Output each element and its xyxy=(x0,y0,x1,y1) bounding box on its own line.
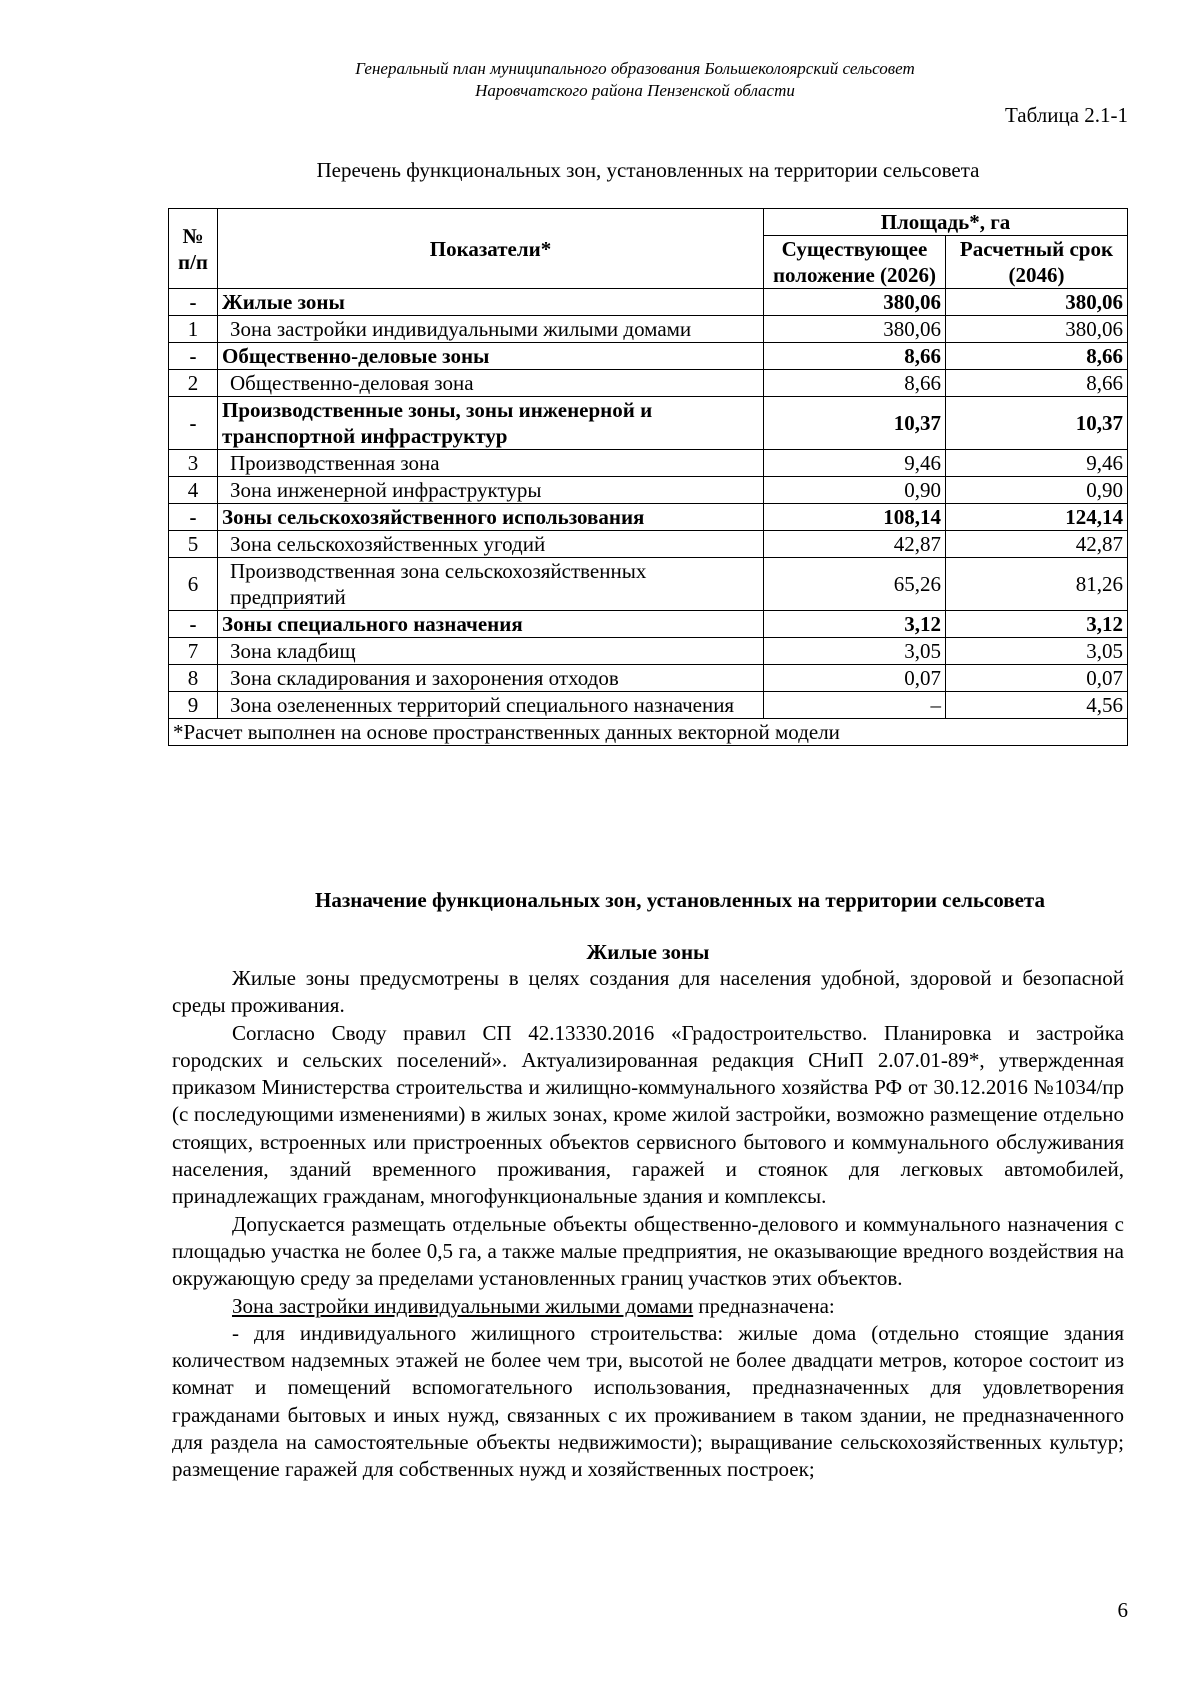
row-current: 380,06 xyxy=(764,289,946,316)
row-num: 6 xyxy=(169,558,218,611)
row-future: 3,12 xyxy=(946,611,1128,638)
row-current: 3,12 xyxy=(764,611,946,638)
header-future: Расчетный срок (2046) xyxy=(946,236,1128,289)
table-row xyxy=(169,638,1128,665)
subsection-title: Жилые зоны xyxy=(586,940,710,964)
row-current: 10,37 xyxy=(764,397,946,450)
row-future: 380,06 xyxy=(946,316,1128,343)
row-future: 10,37 xyxy=(946,397,1128,450)
header-line-2: Наровчатского района Пензенской области xyxy=(475,81,795,100)
zone-intro-rest: предназначена: xyxy=(693,1293,835,1318)
row-name: Жилые зоны xyxy=(218,289,764,316)
table-number: Таблица 2.1-1 xyxy=(1004,103,1128,127)
table-header-row xyxy=(169,209,1128,236)
row-current: – xyxy=(764,692,946,719)
row-name: Зона складирования и захоронения отходов xyxy=(218,665,764,692)
table-row xyxy=(169,531,1128,558)
row-name: Зона сельскохозяйственных угодий xyxy=(218,531,764,558)
paragraph: - для индивидуального жилищного строительства: жилые дома (отдельно стоящие здания количеством надземных этажей не более чем три, высотой не более двадцати метров, которое состоит из комнат и помещений вспомогательного использования, предназначенных для удовлетворения гражданами бытовых и иных нужд, связанных с их проживанием в таком здании, не предназначенного для раздела на самостоятельные объекты недвижимости); выращивание сельскохозяйственных культур; размещение гаражей для собственных нужд и хозяйственных построек; xyxy=(172,1320,1124,1482)
row-name: Производственная зона xyxy=(218,450,764,477)
table-row xyxy=(169,477,1128,504)
row-future: 42,87 xyxy=(946,531,1128,558)
table-row xyxy=(169,692,1128,719)
row-num: - xyxy=(169,504,218,531)
header-current: Существующее положение (2026) xyxy=(764,236,946,289)
row-future: 4,56 xyxy=(946,692,1128,719)
row-current: 8,66 xyxy=(764,370,946,397)
row-num: - xyxy=(169,397,218,450)
row-num: - xyxy=(169,289,218,316)
table-row-group xyxy=(169,397,1128,450)
table-caption: Перечень функциональных зон, установленных на территории сельсовета xyxy=(316,158,980,182)
row-future: 9,46 xyxy=(946,450,1128,477)
row-name: Зона озелененных территорий специального назначения xyxy=(218,692,764,719)
paragraph: Жилые зоны предусмотрены в целях создания для населения удобной, здоровой и безопасной среды проживания. xyxy=(172,966,1124,1018)
row-future: 380,06 xyxy=(946,289,1128,316)
row-num: 3 xyxy=(169,450,218,477)
row-future: 3,05 xyxy=(946,638,1128,665)
row-name: Производственная зона сельскохозяйственных предприятий xyxy=(218,558,764,611)
header-num: № п/п xyxy=(169,209,218,289)
row-current: 3,05 xyxy=(764,638,946,665)
table-row xyxy=(169,316,1128,343)
row-future: 0,07 xyxy=(946,665,1128,692)
row-name: Зона застройки индивидуальными жилыми домами xyxy=(218,316,764,343)
table-row-group xyxy=(169,343,1128,370)
table-row xyxy=(169,665,1128,692)
row-future: 8,66 xyxy=(946,343,1128,370)
row-name: Общественно-деловые зоны xyxy=(218,343,764,370)
header-area: Площадь*, га xyxy=(764,209,1128,236)
row-name: Зоны специального назначения xyxy=(218,611,764,638)
row-num: - xyxy=(169,611,218,638)
paragraph: Согласно Своду правил СП 42.13330.2016 «Градостроительство. Планировка и застройка городских и сельских поселений». Актуализированная редакция СНиП 2.07.01-89*, утвержденная приказом Министерства строительства и жилищно-коммунального хозяйства РФ от 30.12.2016 №1034/пр (с последующими изменениями) в жилых зонах, кроме жилой застройки, возможно размещение отдельно стоящих, встроенных или пристроенных объектов сервисного бытового и коммунального обслуживания населения, зданий временного проживания, гаражей и стоянок для легковых автомобилей, принадлежащих гражданам, многофункциональные здания и комплексы. xyxy=(172,1020,1124,1209)
paragraph: Допускается размещать отдельные объекты общественно-делового и коммунального назначения с площадью участка не более 0,5 га, а также малые предприятия, не оказывающие вредного воздействия на окружающую среду за пределами установленных границ участков этих объектов. xyxy=(172,1211,1124,1291)
header-name: Показатели* xyxy=(218,209,764,289)
table-note: *Расчет выполнен на основе пространственных данных векторной модели xyxy=(169,719,1128,746)
row-current: 65,26 xyxy=(764,558,946,611)
table-row-group xyxy=(169,289,1128,316)
section-title: Назначение функциональных зон, установленных на территории сельсовета xyxy=(315,888,1045,912)
row-current: 108,14 xyxy=(764,504,946,531)
zones-table xyxy=(168,208,1128,746)
row-future: 81,26 xyxy=(946,558,1128,611)
paragraph-zone-intro xyxy=(172,1293,1124,1320)
row-current: 380,06 xyxy=(764,316,946,343)
row-name: Общественно-деловая зона xyxy=(218,370,764,397)
header-line-1: Генеральный план муниципального образования Большеколоярский сельсовет xyxy=(355,59,915,78)
row-num: - xyxy=(169,343,218,370)
table-row xyxy=(169,370,1128,397)
row-name: Зона кладбищ xyxy=(218,638,764,665)
row-future: 8,66 xyxy=(946,370,1128,397)
table-row xyxy=(169,558,1128,611)
row-current: 0,07 xyxy=(764,665,946,692)
row-num: 4 xyxy=(169,477,218,504)
row-future: 0,90 xyxy=(946,477,1128,504)
document-header xyxy=(0,58,1200,102)
row-current: 9,46 xyxy=(764,450,946,477)
table-row xyxy=(169,450,1128,477)
row-num: 9 xyxy=(169,692,218,719)
page-number: 6 xyxy=(1117,1598,1128,1622)
row-current: 0,90 xyxy=(764,477,946,504)
row-num: 2 xyxy=(169,370,218,397)
row-num: 8 xyxy=(169,665,218,692)
zone-name-underlined: Зона застройки индивидуальными жилыми домами xyxy=(232,1293,694,1318)
row-current: 42,87 xyxy=(764,531,946,558)
body-text xyxy=(172,965,1124,1484)
row-name: Зона инженерной инфраструктуры xyxy=(218,477,764,504)
row-current: 8,66 xyxy=(764,343,946,370)
row-num: 5 xyxy=(169,531,218,558)
table-row-group xyxy=(169,611,1128,638)
row-name: Производственные зоны, зоны инженерной и транспортной инфраструктур xyxy=(218,397,764,450)
row-future: 124,14 xyxy=(946,504,1128,531)
row-num: 7 xyxy=(169,638,218,665)
table-row-group xyxy=(169,504,1128,531)
table-note-row xyxy=(169,719,1128,746)
row-name: Зоны сельскохозяйственного использования xyxy=(218,504,764,531)
row-num: 1 xyxy=(169,316,218,343)
